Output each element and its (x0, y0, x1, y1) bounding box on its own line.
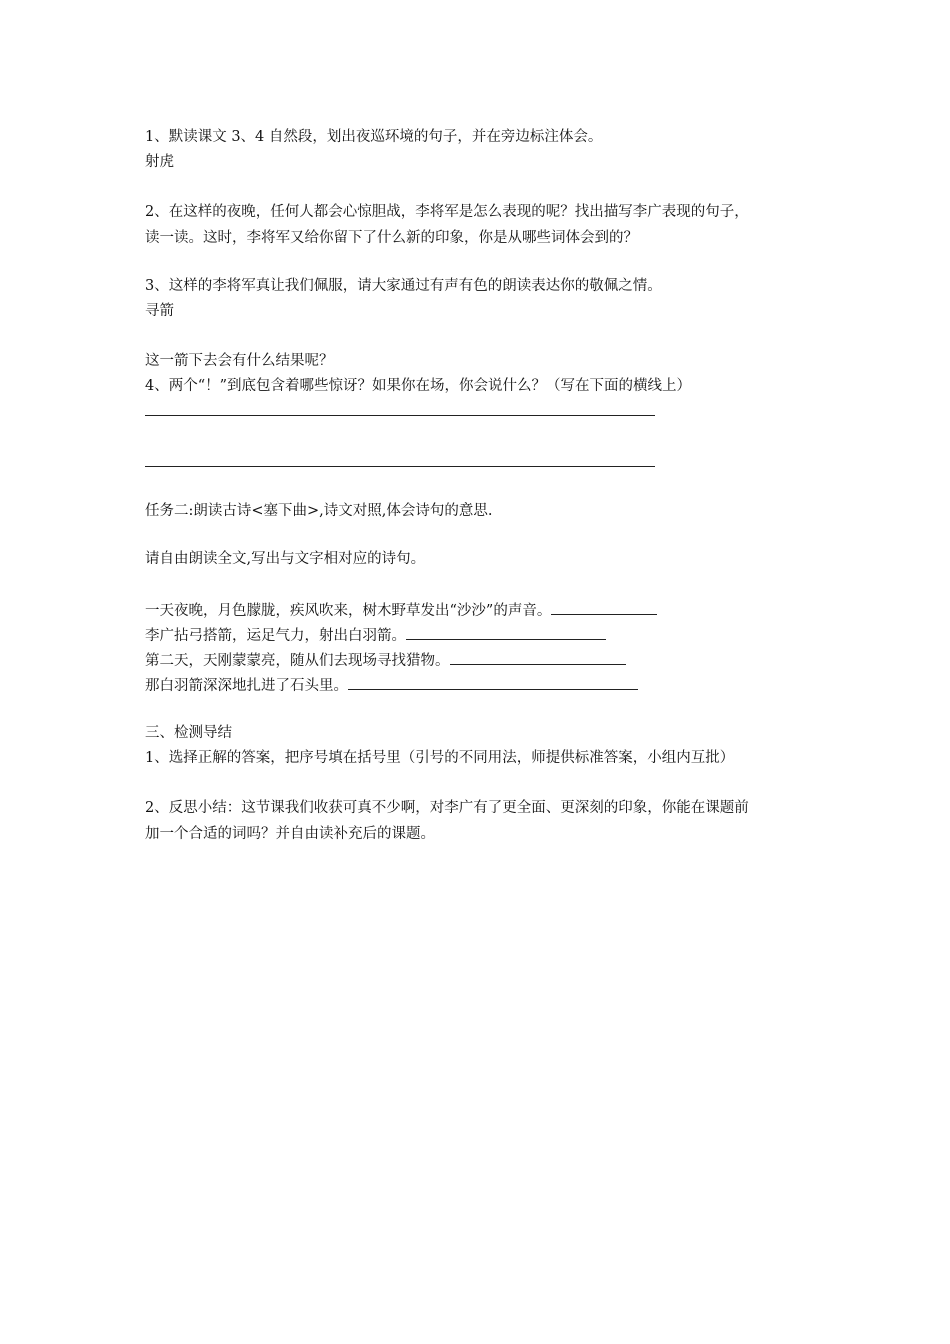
heading-xunjian: 寻箭 (145, 303, 174, 319)
poem-match-item (145, 676, 638, 695)
task1-question-2-line-1: 2、在这样的夜晚，任何人都会心惊胆战，李将军是怎么表现的呢？找出描写李广表现的句子， (145, 204, 749, 220)
poem-match-item-text: 第二天，天刚蒙蒙亮，随从们去现场寻找猎物。 (145, 653, 450, 669)
poem-answer-blank[interactable] (406, 626, 606, 640)
poem-answer-blank[interactable] (450, 651, 626, 665)
poem-match-item (145, 601, 657, 620)
question-result: 这一箭下去会有什么结果呢？ (145, 353, 334, 369)
poem-answer-blank[interactable] (348, 676, 638, 690)
section-3-heading: 三、检测导结 (145, 725, 232, 741)
poem-answer-blank[interactable] (551, 601, 657, 615)
poem-match-item (145, 626, 606, 645)
task1-question-2-line-2: 读一读。这时，李将军又给你留下了什么新的印象，你是从哪些词体会到的？ (145, 230, 638, 246)
heading-shehu: 射虎 (145, 154, 174, 170)
poem-match-item-text: 那白羽箭深深地扎进了石头里。 (145, 678, 348, 694)
answer-line-2[interactable] (145, 466, 655, 467)
section-3-question-1: 1、选择正解的答案，把序号填在括号里（引号的不同用法，师提供标准答案，小组内互批） (145, 750, 735, 766)
section-3-question-2-line-2: 加一个合适的词吗？并自由读补充后的课题。 (145, 826, 435, 842)
poem-match-item-text: 李广拈弓搭箭，运足气力，射出白羽箭。 (145, 628, 406, 644)
section-3-question-2-line-1: 2、反思小结：这节课我们收获可真不少啊，对李广有了更全面、更深刻的印象，你能在课题前 (145, 800, 749, 816)
poem-match-item (145, 651, 626, 670)
task2-instruction: 请自由朗读全文,写出与文字相对应的诗句。 (145, 551, 426, 567)
poem-match-item-text: 一天夜晚，月色朦胧，疾风吹来，树木野草发出“沙沙”的声音。 (145, 603, 552, 619)
answer-line-1[interactable] (145, 415, 655, 416)
task2-title: 任务二:朗读古诗<塞下曲>,诗文对照,体会诗句的意思. (145, 503, 493, 519)
task1-question-3: 3、这样的李将军真让我们佩服，请大家通过有声有色的朗读表达你的敬佩之情。 (145, 278, 662, 294)
task1-question-4: 4、两个“！”到底包含着哪些惊讶？如果你在场，你会说什么？（写在下面的横线上） (145, 378, 692, 394)
task1-question-1: 1、默读课文 3、4 自然段，划出夜巡环境的句子，并在旁边标注体会。 (145, 129, 603, 145)
